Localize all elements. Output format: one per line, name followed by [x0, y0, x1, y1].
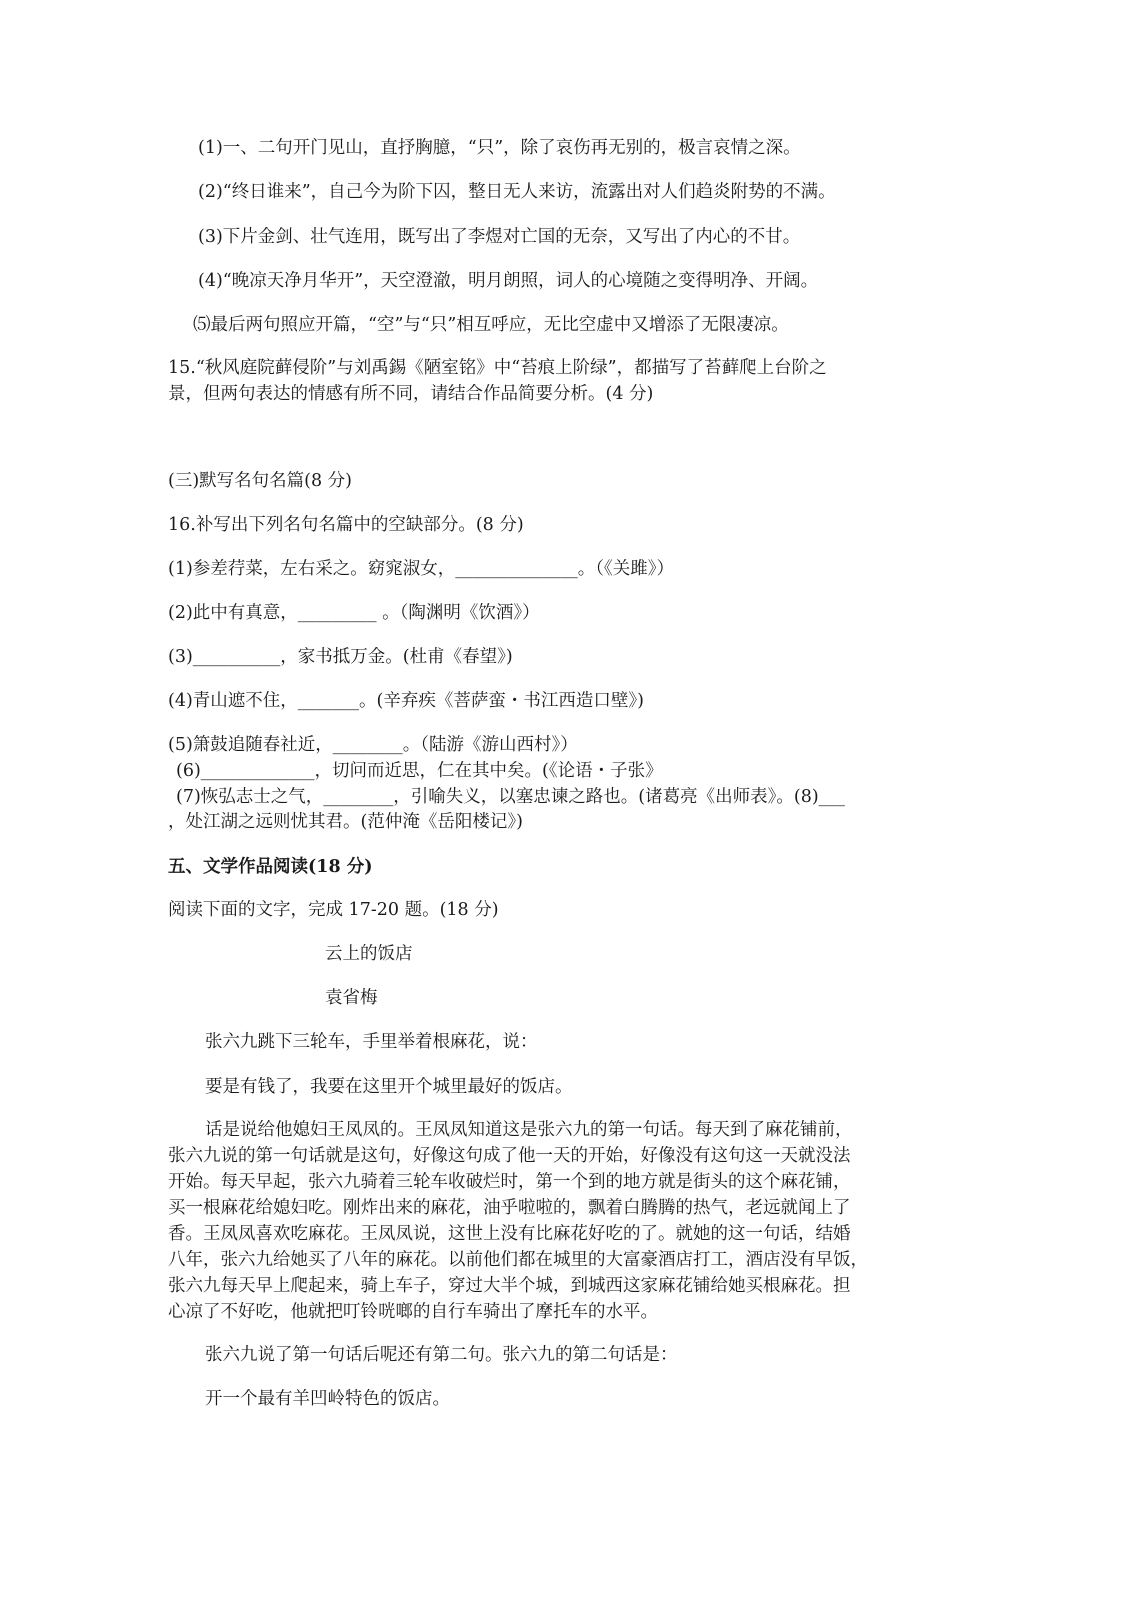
q16-item-3: (3)__________，家书抵万金。(杜甫《春望》): [168, 647, 513, 667]
story-long-line-2: 张六九说的第一句话就是这句，好像这句成了他一天的开始，好像没有这句这一天就没法: [168, 1146, 851, 1166]
story-long-line-7: 张六九每天早上爬起来，骑上车子，穿过大半个城，到城西这家麻花铺给她买根麻花。担: [168, 1276, 851, 1296]
story-long-line-3: 开始。每天早起，张六九骑着三轮车收破烂时，第一个到的地方就是街头的这个麻花铺，: [168, 1172, 851, 1192]
q14-option-4: (4)“晚凉天净月华开”，天空澄澈，明月朗照，词人的心境随之变得明净、开阔。: [198, 271, 819, 291]
q15-line-2: 景，但两句表达的情感有所不同，请结合作品简要分析。(4 分): [168, 384, 654, 404]
story-long-line-6: 八年，张六九给她买了八年的麻花。以前他们都在城里的大富豪酒店打工，酒店没有早饭，: [168, 1250, 868, 1270]
q16-item-7: (7)恢弘志士之气，________，引喻失义，以塞忠谏之路也。(诸葛亮《出师表》。(8)___: [176, 787, 845, 807]
story-paragraph-2: 要是有钱了，我要在这里开个城里最好的饭店。: [205, 1077, 573, 1097]
q16-item-4: (4)青山遮不住，_______。(辛弃疾《菩萨蛮・书江西造口壁》): [168, 691, 644, 711]
q16-item-8: ，处江湖之远则忧其君。(范仲淹《岳阳楼记》): [168, 812, 523, 832]
story-title: 云上的饭店: [325, 944, 413, 964]
q16-prompt: 16.补写出下列名句名篇中的空缺部分。(8 分): [168, 515, 524, 535]
q16-item-6: (6)_____________，切问而近思，仁在其中矣。(《论语・子张》: [176, 761, 663, 781]
q16-item-1: (1)参差荇菜，左右采之。窈窕淑女，______________。（《关雎》）: [168, 559, 675, 579]
story-tail-1: 张六九说了第一句话后呢还有第二句。张六九的第二句话是：: [205, 1345, 678, 1365]
q15-line-1: 15.“秋风庭院藓侵阶”与刘禹錫《陋室铭》中“苔痕上阶绿”，都描写了苔藓爬上台阶之: [168, 358, 827, 378]
story-long-line-4: 买一根麻花给媳妇吃。刚炸出来的麻花，油乎啦啦的，飘着白腾腾的热气，老远就闻上了: [168, 1198, 851, 1218]
q14-option-2: (2)“终日谁来”，自己今为阶下囚，整日无人来访，流露出对人们趋炎附势的不满。: [198, 182, 836, 202]
section-5-heading: 五、文学作品阅读(18 分): [168, 857, 373, 877]
story-long-line-8: 心凉了不好吃，他就把叮铃咣啷的自行车骑出了摩托车的水平。: [168, 1302, 658, 1322]
section-3-heading: (三)默写名句名篇(8 分): [168, 471, 353, 491]
reading-prompt: 阅读下面的文字，完成 17-20 题。(18 分): [168, 900, 499, 920]
story-tail-2: 开一个最有羊凹岭特色的饭店。: [205, 1389, 450, 1409]
q16-item-5: (5)箫鼓追随春社近，________。（陆游《游山西村》）: [168, 735, 578, 755]
story-paragraph-1: 张六九跳下三轮车，手里举着根麻花，说：: [205, 1032, 538, 1052]
q14-option-3: (3)下片金剑、壮气连用，既写出了李煜对亡国的无奈，又写出了内心的不甘。: [198, 227, 801, 247]
story-author: 袁省梅: [325, 988, 378, 1008]
q16-item-2: (2)此中有真意，_________ 。（陶渊明《饮酒》）: [168, 603, 540, 623]
q14-option-1: (1)一、二句开门见山，直抒胸臆，“只”，除了哀伤再无别的，极言哀情之深。: [198, 138, 801, 158]
story-long-line-5: 香。王凤凤喜欢吃麻花。王凤凤说，这世上没有比麻花好吃的了。就她的这一句话，结婚: [168, 1224, 851, 1244]
story-long-line-1: 话是说给他媳妇王凤凤的。王凤凤知道这是张六九的第一句话。每天到了麻花铺前，: [205, 1120, 853, 1140]
q14-option-5: ⑸最后两句照应开篇，“空”与“只”相互呼应，无比空虚中又增添了无限凄凉。: [193, 315, 789, 335]
